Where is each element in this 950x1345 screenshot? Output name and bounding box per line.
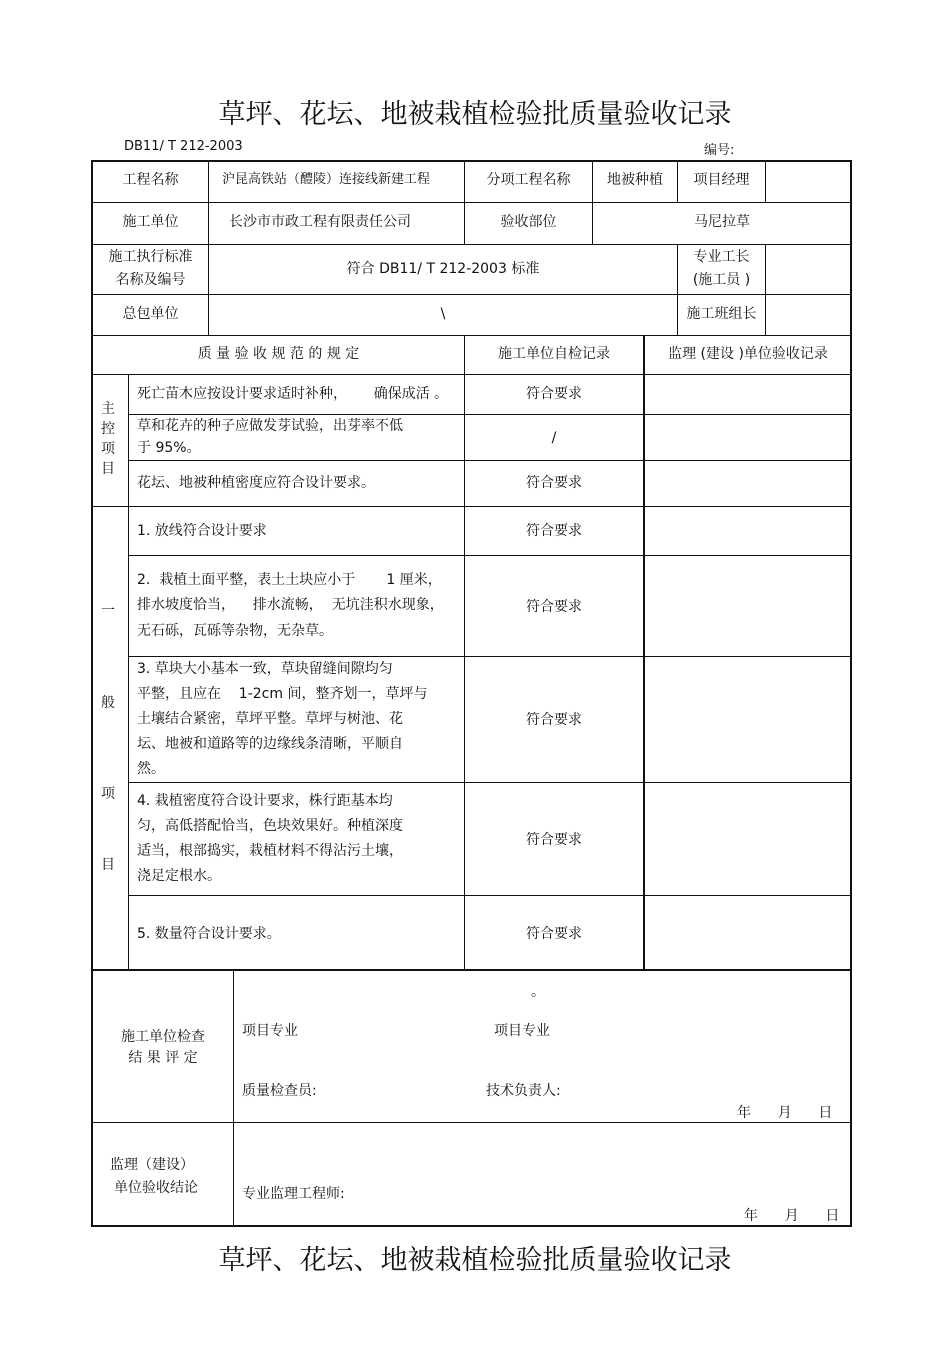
contractor-eval-dot: 。	[531, 984, 545, 1000]
general-item-text: 浇足定根水。	[137, 868, 221, 884]
supervision-eval-label-2: 单位验收结论	[114, 1180, 198, 1196]
row-divider	[128, 555, 851, 556]
general-item-result: 符合要求	[526, 599, 582, 615]
standard-value: 符合 DB11/ T 212-2003 标准	[346, 261, 540, 277]
general-item-text: 2. 栽植土面平整，表土土块应小于 1 厘米，	[137, 572, 442, 588]
general-items-label-char: 目	[101, 857, 115, 873]
general-item-text: 匀，高低搭配恰当，色块效果好。种植深度	[137, 818, 403, 834]
general-item-text: 5. 数量符合设计要求。	[137, 926, 281, 942]
supervision-engineer-label: 专业监理工程师:	[242, 1186, 345, 1202]
general-item-text: 排水坡度恰当， 排水流畅， 无坑洼积水现象，	[137, 597, 444, 613]
row-divider	[91, 335, 851, 336]
contractor-eval-label-1: 施工单位检查	[121, 1029, 205, 1045]
col-divider	[765, 244, 766, 335]
footer-title: 草坪、花坛、地被栽植检验批质量验收记录	[218, 1245, 732, 1276]
contractor-label: 施工单位	[122, 214, 179, 230]
main-item-result: 符合要求	[526, 475, 582, 491]
general-item-result: 符合要求	[526, 926, 582, 942]
spec-column-header: 质 量 验 收 规 范 的 规 定	[197, 346, 360, 362]
contractor-eval-label-2: 结 果 评 定	[128, 1050, 198, 1066]
standard-label-2: 名称及编号	[115, 272, 186, 288]
general-item-result: 符合要求	[526, 712, 582, 728]
foreman-label-2: (施工员 )	[692, 272, 751, 288]
sub-project-label: 分项工程名称	[486, 172, 571, 188]
project-professional-1: 项目专业	[242, 1023, 298, 1039]
main-item-text: 花坛、地被种植密度应符合设计要求。	[137, 475, 375, 491]
contractor: 长沙市市政工程有限责任公司	[229, 214, 411, 230]
general-items-label-char: 一	[101, 603, 115, 619]
main-item-text: 草和花卉的种子应做发芽试验，出芽率不低	[137, 418, 403, 434]
project-professional-2: 项目专业	[494, 1023, 550, 1039]
general-item-text: 土壤结合紧密，草坪平整。草坪与树池、花	[137, 711, 403, 727]
col-divider	[128, 374, 129, 969]
general-item-text: 无石砾，瓦砾等杂物，无杂草。	[137, 623, 333, 639]
quality-inspector-label: 质量检查员:	[242, 1083, 317, 1099]
col-divider	[233, 969, 234, 1226]
main-items-label-char: 项	[101, 441, 115, 457]
foreman-label-1: 专业工长	[693, 249, 750, 265]
row-divider	[91, 202, 851, 203]
table-border-top	[91, 160, 852, 162]
general-item-text: 坛、地被和道路等的边缘线条清晰，平顺自	[137, 736, 403, 752]
table-border-bottom	[91, 1225, 852, 1227]
standard-label-1: 施工执行标准	[108, 249, 193, 265]
standard-code: DB11/ T 212-2003	[124, 139, 243, 154]
general-item-text: 3. 草块大小基本一致，草块留缝间隙均匀	[137, 661, 393, 677]
row-divider	[128, 460, 851, 461]
supervision-eval-date: 年 月 日	[744, 1208, 840, 1224]
table-border-right	[850, 160, 852, 1227]
team-leader-label: 施工班组长	[686, 306, 757, 322]
serial-number-label: 编号:	[704, 143, 735, 158]
sub-project: 地被种植	[607, 172, 663, 188]
row-divider	[91, 374, 851, 375]
main-items-label-char: 控	[101, 421, 115, 437]
self-check-column-header: 施工单位自检记录	[498, 346, 610, 362]
tech-lead-label: 技术负责人:	[486, 1083, 561, 1099]
general-item-text: 1. 放线符合设计要求	[137, 523, 267, 539]
row-divider	[91, 506, 851, 507]
general-items-label-char: 般	[101, 695, 115, 711]
general-contractor-label: 总包单位	[122, 306, 179, 322]
main-item-result: /	[551, 430, 557, 446]
project-name-label: 工程名称	[122, 172, 179, 188]
acceptance-part-label: 验收部位	[500, 214, 557, 230]
col-divider	[643, 335, 645, 969]
supervision-column-header: 监理 (建设 )单位验收记录	[668, 346, 828, 362]
row-divider	[91, 294, 851, 295]
general-item-result: 符合要求	[526, 832, 582, 848]
general-item-text: 平整，且应在 1-2cm 间，整齐划一，草坪与	[137, 686, 428, 702]
main-item-text: 死亡苗木应按设计要求适时补种， 确保成活 。	[137, 386, 449, 402]
general-item-text: 4. 栽植密度符合设计要求，株行距基本均	[137, 793, 393, 809]
main-item-text: 于 95%。	[137, 440, 201, 456]
main-items-label-char: 目	[101, 461, 115, 477]
col-divider	[765, 160, 766, 202]
general-contractor: \	[440, 306, 446, 322]
contractor-eval-date: 年 月 日	[737, 1105, 833, 1121]
general-item-result: 符合要求	[526, 523, 582, 539]
supervision-eval-label-1: 监理（建设）	[110, 1157, 194, 1173]
project-manager-label: 项目经理	[693, 172, 750, 188]
row-divider	[128, 782, 851, 783]
page-title: 草坪、花坛、地被栽植检验批质量验收记录	[218, 99, 732, 130]
acceptance-part: 马尼拉草	[694, 214, 750, 230]
general-item-text: 适当，根部捣实，栽植材料不得沾污土壤，	[137, 843, 403, 859]
main-item-result: 符合要求	[526, 386, 582, 402]
row-divider	[128, 895, 851, 896]
general-items-label-char: 项	[101, 786, 115, 802]
row-divider	[91, 969, 851, 971]
main-items-label-char: 主	[101, 401, 115, 417]
project-name: 沪昆高铁站（醴陵）连接线新建工程	[222, 172, 431, 187]
general-item-text: 然。	[137, 761, 165, 777]
